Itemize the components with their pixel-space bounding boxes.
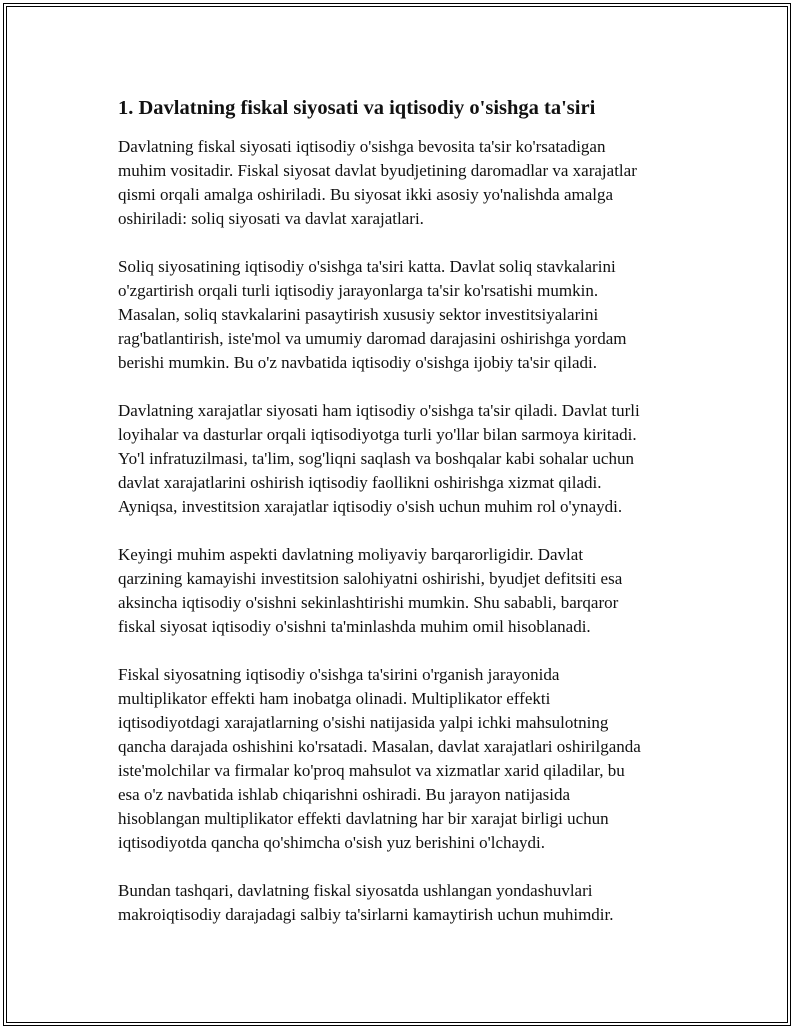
text-line: muhim vositadir. Fiskal siyosat davlat byudjetining daromadlar va xarajatlar [118, 161, 637, 180]
document-body [118, 94, 698, 951]
text-line: esa o'z navbatida ishlab chiqarishni oshiradi. Bu jarayon natijasida [118, 785, 571, 804]
text-line: davlat xarajatlarini oshirish iqtisodiy faollikni oshirishga xizmat qiladi. [118, 473, 602, 492]
text-line: hisoblangan multiplikator effekti davlatning har bir xarajat birligi uchun [118, 809, 609, 828]
text-line: Davlatning xarajatlar siyosati ham iqtisodiy o'sishga ta'sir qiladi. Davlat turli [118, 401, 640, 420]
paragraph-6 [118, 879, 698, 927]
text-line: qancha darajada oshishini ko'rsatadi. Masalan, davlat xarajatlari oshirilganda [118, 737, 641, 756]
text-line: rag'batlantirish, iste'mol va umumiy daromad darajasini oshirishga yordam [118, 329, 627, 348]
text-line: makroiqtisodiy darajadagi salbiy ta'sirlarni kamaytirish uchun muhimdir. [118, 905, 614, 924]
text-line: iste'molchilar va firmalar ko'proq mahsulot va xizmatlar xarid qiladilar, bu [118, 761, 625, 780]
paragraph-4 [118, 543, 698, 639]
text-line: berishi mumkin. Bu o'z navbatida iqtisodiy o'sishga ijobiy ta'sir qiladi. [118, 353, 598, 372]
text-line: o'zgartirish orqali turli iqtisodiy jarayonlarga ta'sir ko'rsatishi mumkin. [118, 281, 599, 300]
text-line: qismi orqali amalga oshiriladi. Bu siyosat ikki asosiy yo'nalishda amalga [118, 185, 614, 204]
text-line: loyihalar va dasturlar orqali iqtisodiyotga turli yo'llar bilan sarmoya kiritadi. [118, 425, 637, 444]
paragraph-1 [118, 135, 698, 231]
text-line: iqtisodiyotda qancha qo'shimcha o'sish yuz berishini o'lchaydi. [118, 833, 546, 852]
text-line: Yo'l infratuzilmasi, ta'lim, sog'liqni saqlash va boshqalar kabi sohalar uchun [118, 449, 634, 468]
text-line: oshiriladi: soliq siyosati va davlat xarajatlari. [118, 209, 424, 228]
paragraph-5 [118, 663, 698, 855]
paragraph-3 [118, 399, 698, 519]
text-line: Bundan tashqari, davlatning fiskal siyosatda ushlangan yondashuvlari [118, 881, 593, 900]
text-line: Soliq siyosatining iqtisodiy o'sishga ta'siri katta. Davlat soliq stavkalarini [118, 257, 616, 276]
text-line: multiplikator effekti ham inobatga olinadi. Multiplikator effekti [118, 689, 551, 708]
text-line: aksincha iqtisodiy o'sishni sekinlashtirishi mumkin. Shu sababli, barqaror [118, 593, 619, 612]
document-title: 1. Davlatning fiskal siyosati va iqtisodiy o'sishga ta'siri [118, 97, 596, 119]
text-line: Davlatning fiskal siyosati iqtisodiy o'sishga bevosita ta'sir ko'rsatadigan [118, 137, 606, 156]
text-line: Masalan, soliq stavkalarini pasaytirish xususiy sektor investitsiyalarini [118, 305, 599, 324]
text-line: fiskal siyosat iqtisodiy o'sishni ta'minlashda muhim omil hisoblanadi. [118, 617, 591, 636]
text-line: qarzining kamayishi investitsion salohiyatni oshirishi, byudjet defitsiti esa [118, 569, 623, 588]
text-line: Ayniqsa, investitsion xarajatlar iqtisodiy o'sish uchun muhim rol o'ynaydi. [118, 497, 623, 516]
text-line: Keyingi muhim aspekti davlatning moliyaviy barqarorligidir. Davlat [118, 545, 584, 564]
text-line: Fiskal siyosatning iqtisodiy o'sishga ta'sirini o'rganish jarayonida [118, 665, 560, 684]
text-line: iqtisodiyotdagi xarajatlarning o'sishi natijasida yalpi ichki mahsulotning [118, 713, 609, 732]
paragraph-2 [118, 255, 698, 375]
